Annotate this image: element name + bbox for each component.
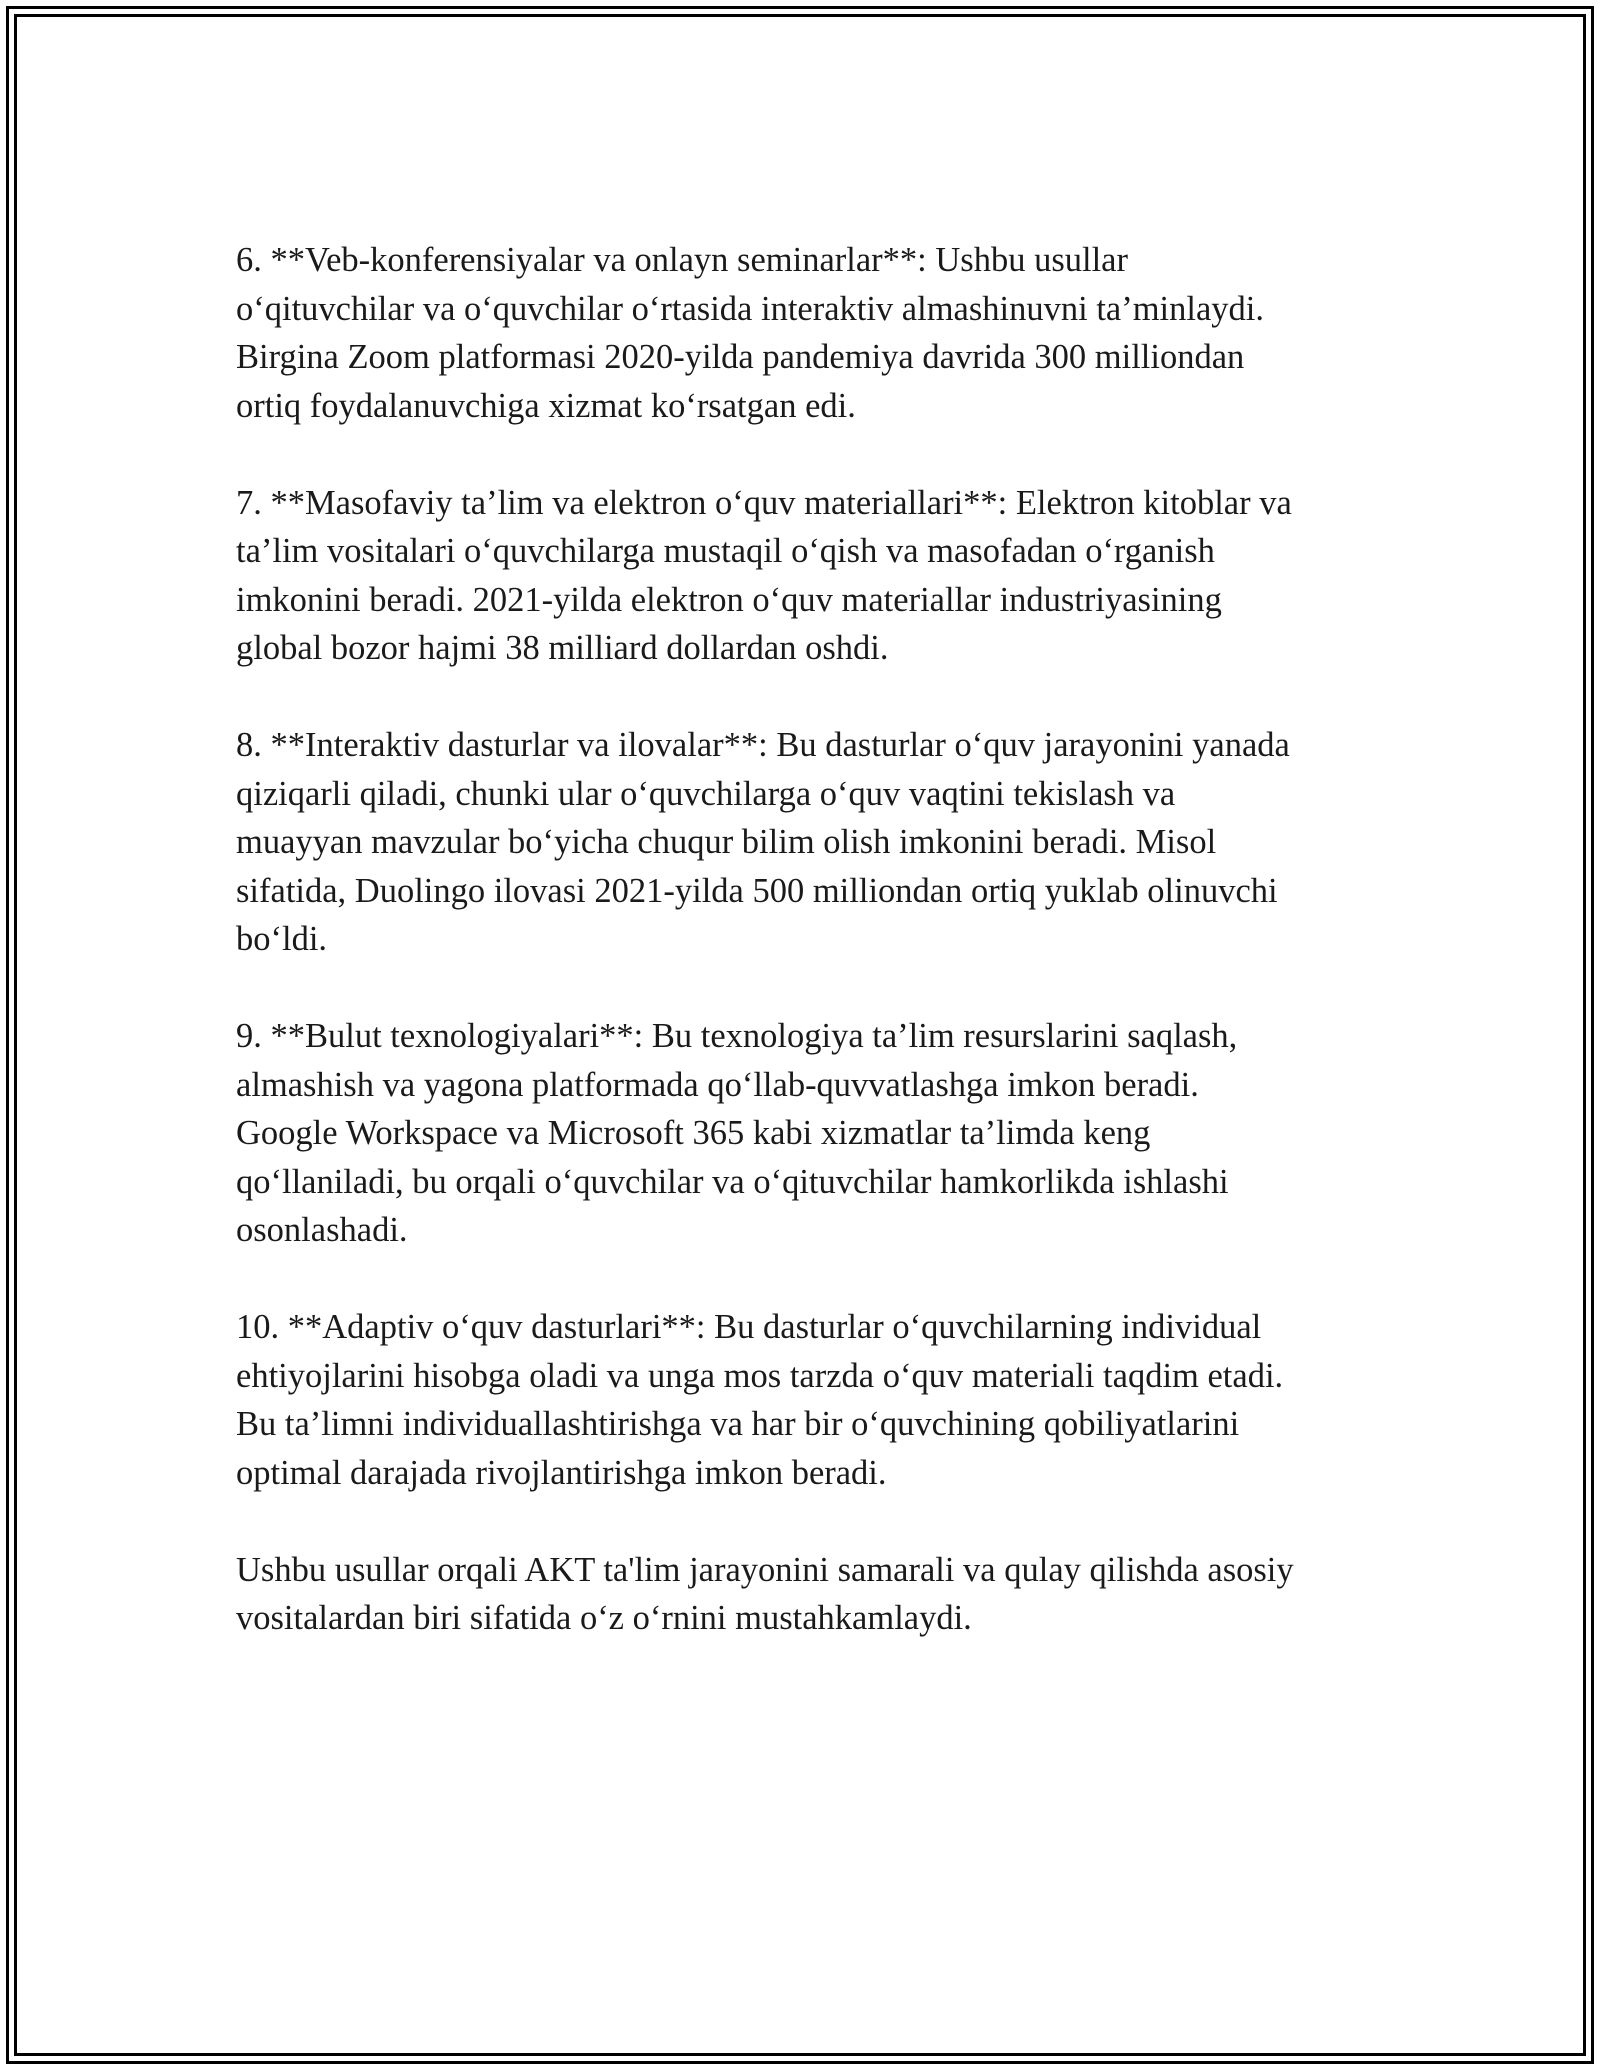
paragraph-item-7: 7. **Masofaviy ta’lim va elektron o‘quv materiallari**: Elektron kitoblar va ta’lim vositalari o‘quvchilarga mustaqil o‘qish va masofadan o‘rganish imkonini beradi. 2021-yilda elektron o‘quv materiallar industriyasining global bozor hajmi 38 milliard dollardan oshdi. xyxy=(236,483,1292,667)
paragraph-conclusion: Ushbu usullar orqali AKT ta'lim jarayonini samarali va qulay qilishda asosiy vositalardan biri sifatida o‘z o‘rnini mustahkamlaydi. xyxy=(236,1550,1294,1637)
document-body xyxy=(236,236,1386,1691)
paragraph-item-6: 6. **Veb-konferensiyalar va onlayn seminarlar**: Ushbu usullar o‘qituvchilar va o‘quvchilar o‘rtasida interaktiv almashinuvni ta’minlaydi. Birgina Zoom platformasi 2020-yilda pandemiya davrida 300 milliondan ortiq foydalanuvchiga xizmat ko‘rsatgan edi. xyxy=(236,241,1264,425)
paragraph-item-8: 8. **Interaktiv dasturlar va ilovalar**: Bu dasturlar o‘quv jarayonini yanada qiziqarli qiladi, chunki ular o‘quvchilarga o‘quv vaqtini tekislash va muayyan mavzular bo‘yicha chuqur bilim olish imkonini beradi. Misol sifatida, Duolingo ilovasi 2021-yilda 500 milliondan ortiq yuklab olinuvchi bo‘ldi. xyxy=(236,726,1290,958)
paragraph-item-10: 10. **Adaptiv o‘quv dasturlari**: Bu dasturlar o‘quvchilarning individual ehtiyojlarini hisobga oladi va unga mos tarzda o‘quv materiali taqdim etadi. Bu ta’limni individuallashtirishga va har bir o‘quvchining qobiliyatlarini optimal darajada rivojlantirishga imkon beradi. xyxy=(236,1308,1284,1492)
paragraph-item-9: 9. **Bulut texnologiyalari**: Bu texnologiya ta’lim resurslarini saqlash, almashish va yagona platformada qo‘llab-quvvatlashga imkon beradi. Google Workspace va Microsoft 365 kabi xizmatlar ta’limda keng qo‘llaniladi, bu orqali o‘quvchilar va o‘qituvchilar hamkorlikda ishlashi osonlashadi. xyxy=(236,1017,1238,1249)
